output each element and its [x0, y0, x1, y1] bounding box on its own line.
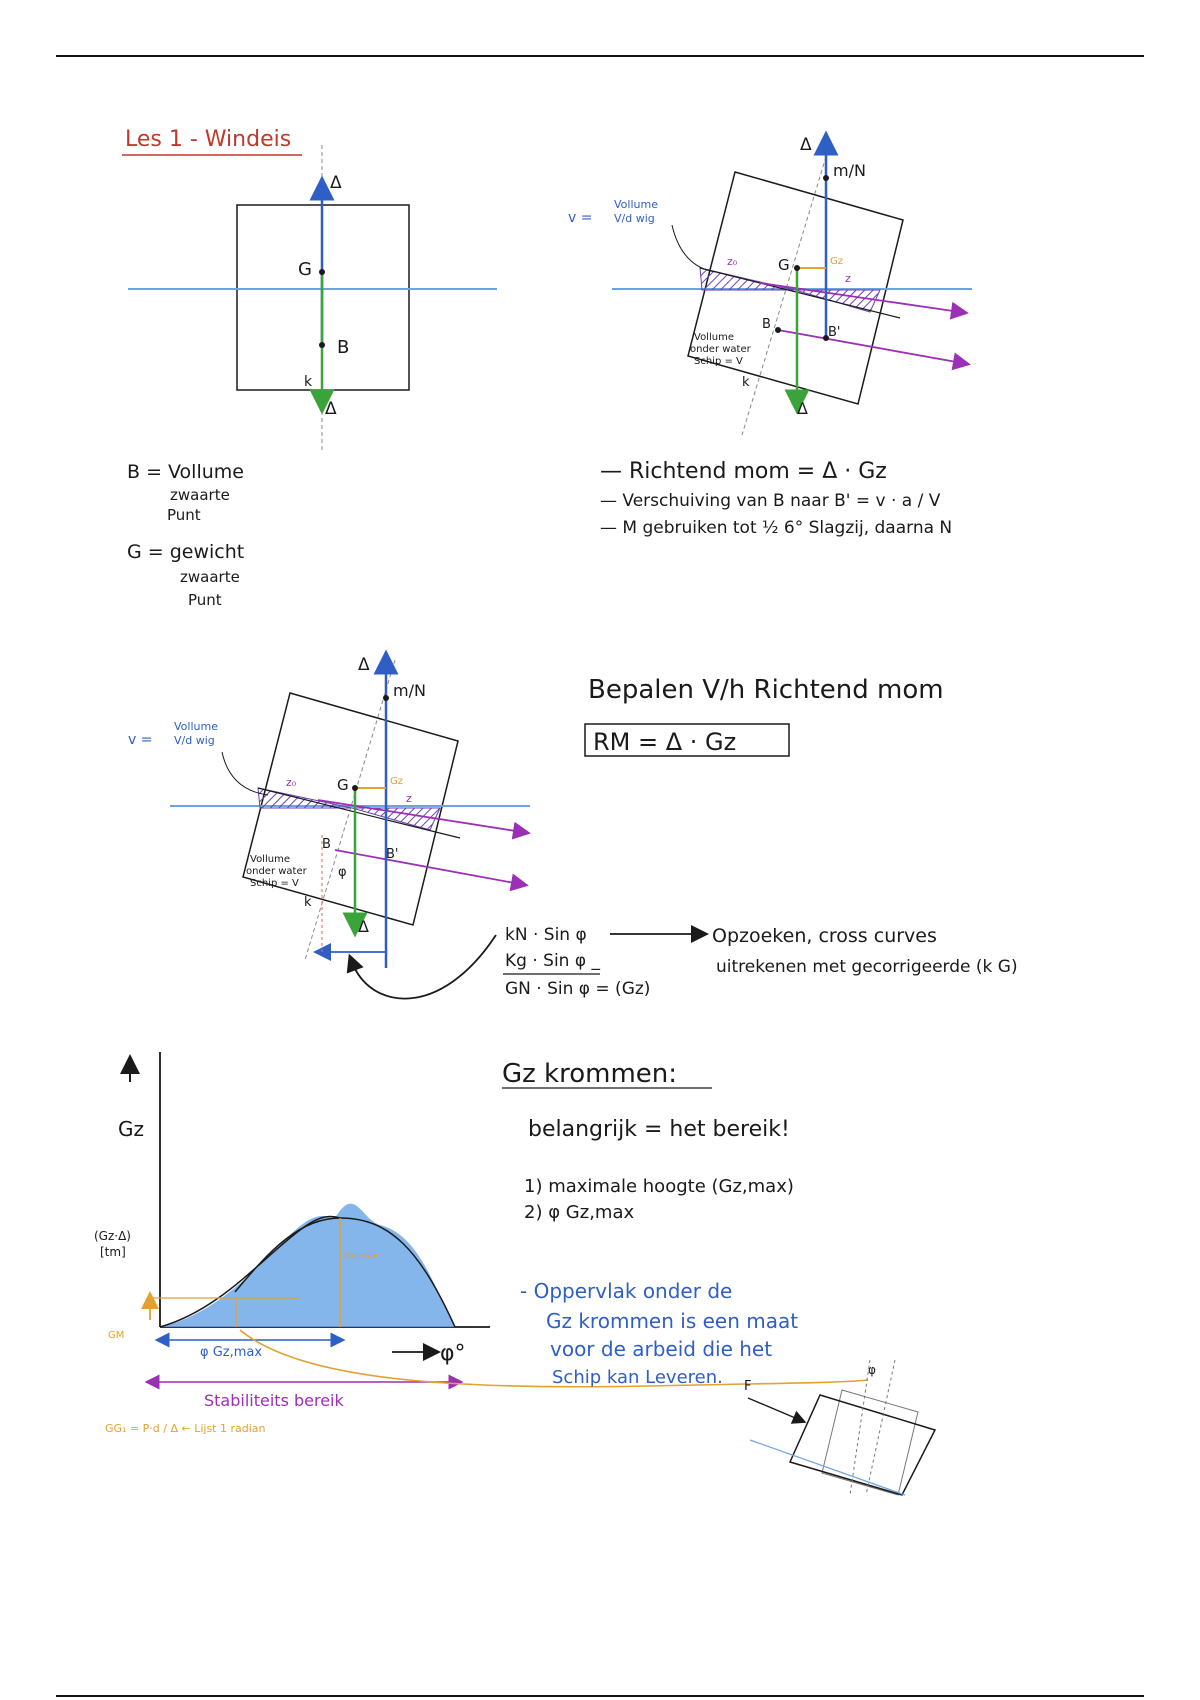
heeled2-label-under-1: Vollume	[250, 854, 290, 865]
heeled2-label-under-2: onder water	[246, 866, 307, 877]
heeled-point-g	[794, 265, 800, 271]
def-b-line2: zwaarte	[170, 486, 230, 504]
definitions	[127, 461, 244, 609]
heeled-label-b: B	[762, 317, 771, 332]
heeled2-label-delta: Δ	[358, 655, 370, 675]
gz-notes-area-4: Schip kan Leveren.	[552, 1367, 723, 1388]
small-ship-sketch	[744, 1360, 935, 1495]
eq-line-1: kN · Sin φ	[505, 925, 587, 945]
gz-notes-item-1: 1) maximale hoogte (Gz,max)	[524, 1176, 794, 1197]
curved-pointer	[352, 935, 496, 999]
gz-notes-area-2: Gz krommen is een maat	[546, 1309, 799, 1333]
heeled-label-g: G	[778, 256, 790, 274]
heeled2-label-z: z	[406, 792, 412, 805]
small-ship-outline-back	[822, 1390, 918, 1495]
gm-label: GM	[108, 1330, 125, 1341]
shift-arrow-2b	[335, 850, 520, 884]
heeled-point-m-2	[383, 695, 389, 701]
heeled2-label-v-desc-2: V/d wig	[174, 734, 215, 747]
heeled-point-m	[823, 175, 829, 181]
lookup-line-2: uitrekenen met gecorrigeerde (k G)	[716, 957, 1018, 977]
heeled-label-k: k	[742, 375, 750, 390]
gz-notes-heading: Gz krommen:	[502, 1059, 678, 1089]
heeled2-label-under-3: Schip = V	[250, 878, 299, 889]
range-label: Stabiliteits bereik	[204, 1391, 344, 1410]
heeled-label-mn: m/N	[833, 161, 866, 180]
gz-curve-area	[160, 1204, 455, 1327]
gz-unit-line-1: (Gz·Δ)	[94, 1229, 131, 1243]
def-b-line1: B = Vollume	[127, 461, 244, 483]
lookup-line-1: Opzoeken, cross curves	[712, 925, 937, 947]
label-delta-top: Δ	[330, 173, 342, 193]
heeled-label-under-3: Schip = V	[694, 356, 743, 367]
heeled2-label-b: B	[322, 837, 331, 852]
upright-ship-diagram	[128, 145, 497, 450]
section2-heading: Bepalen V/h Richtend mom	[588, 675, 944, 705]
point-g	[319, 269, 325, 275]
wedge-right	[795, 290, 880, 312]
wedge-right-2	[352, 808, 440, 830]
gz-notes-item-2: 2) φ Gz,max	[524, 1202, 635, 1223]
heeled-label-delta-bottom: Δ	[797, 399, 808, 418]
heeled-label-v: v =	[568, 210, 593, 226]
label-k: k	[304, 374, 313, 390]
heeled2-label-b1: B'	[386, 847, 399, 862]
heeled-ship-diagram	[568, 135, 972, 435]
small-ship-axis-2	[866, 1360, 895, 1495]
formula-text: RM = Δ · Gz	[593, 728, 737, 756]
page-title: Les 1 - Windeis	[125, 127, 292, 152]
gz-notes-important: belangrijk = het bereik!	[528, 1117, 790, 1142]
gz-curve-chart	[94, 1052, 868, 1435]
gz-notes-area-3: voor de arbeid die het	[550, 1337, 773, 1361]
heeled-label-z: z	[845, 272, 851, 285]
heeled2-label-phi: φ	[338, 865, 347, 880]
gzmax-label: Gz,max	[344, 1251, 379, 1261]
heeled2-label-mn: m/N	[393, 681, 426, 700]
gz-notes	[502, 1059, 798, 1388]
heeled2-label-v: v =	[128, 732, 153, 748]
section-righting-moment	[503, 675, 1018, 999]
phi-axis-label: φ°	[440, 1341, 466, 1366]
point-b	[319, 342, 325, 348]
def-g-line3: Punt	[188, 591, 222, 609]
heeled-label-delta: Δ	[800, 135, 812, 155]
label-b: B	[337, 337, 350, 358]
heeled-ship-diagram-2	[128, 655, 530, 999]
heeled2-label-z0: z₀	[286, 776, 297, 789]
heeled-notes	[600, 459, 952, 538]
force-arrow	[748, 1398, 800, 1420]
eq-line-2: Kg · Sin φ _	[505, 951, 600, 971]
heeled-label-v-desc-2: V/d wig	[614, 212, 655, 225]
label-g: G	[298, 259, 312, 280]
phimax-label: φ Gz,max	[200, 1345, 263, 1360]
v-leader	[672, 225, 716, 272]
heeled2-label-v-desc-1: Vollume	[174, 720, 218, 733]
heeled2-label-delta-bottom: Δ	[358, 917, 369, 936]
note-metacenter: — M gebruiken tot ½ 6° Slagzij, daarna N	[600, 518, 953, 538]
heeled-label-z0: z₀	[727, 255, 738, 268]
force-label: F	[744, 1379, 752, 1394]
eq-line-3: GN · Sin φ = (Gz)	[505, 979, 651, 999]
heeled-label-under-1: Vollume	[694, 332, 734, 343]
def-g-line1: G = gewicht	[127, 541, 245, 563]
label-delta-bottom: Δ	[325, 399, 337, 419]
bottom-note: GG₁ = P·d / Δ ← Lijst 1 radian	[105, 1422, 266, 1435]
def-g-line2: zwaarte	[180, 568, 240, 586]
heeled-label-under-2: onder water	[690, 344, 751, 355]
small-ship-phi: φ	[868, 1363, 876, 1377]
gz-notes-area-1: - Oppervlak onder de	[520, 1279, 733, 1303]
def-b-line3: Punt	[167, 506, 201, 524]
gz-unit-line-2: [tm]	[100, 1245, 126, 1259]
heeled2-label-gz: Gz	[390, 776, 403, 787]
heeled-label-b1: B'	[828, 325, 841, 340]
heeled-point-b	[775, 327, 781, 333]
heeled2-label-k: k	[304, 895, 312, 910]
note-shift-b: — Verschuiving van B naar B' = v · a / V	[600, 491, 941, 511]
heeled-point-g-2	[352, 785, 358, 791]
heeled2-label-g: G	[337, 776, 349, 794]
heeled-label-v-desc-1: Vollume	[614, 198, 658, 211]
gz-axis-label: Gz	[118, 1117, 144, 1141]
heeled-label-gz: Gz	[830, 256, 843, 267]
note-righting-moment: — Richtend mom = Δ · Gz	[600, 459, 887, 484]
